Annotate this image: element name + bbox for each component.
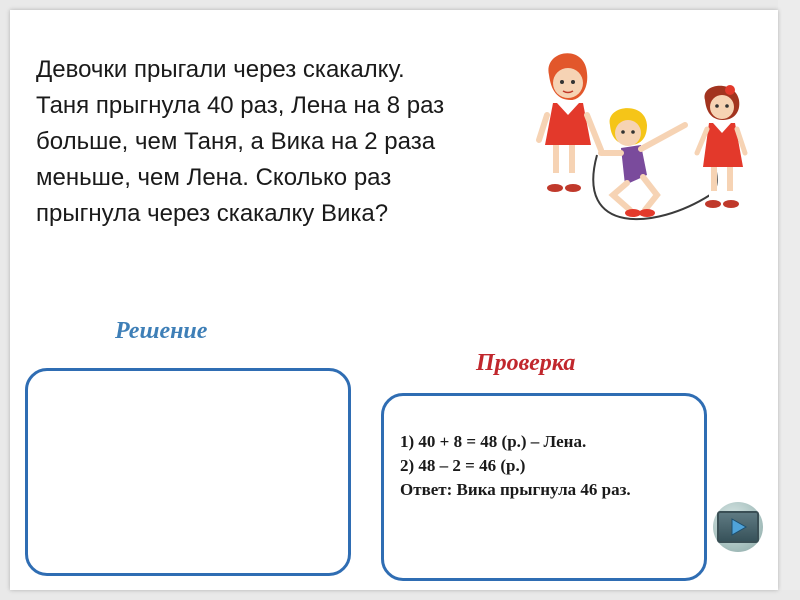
slide-frame-right [778,0,800,600]
problem-text [36,52,526,232]
slide-frame-top [0,0,800,10]
solution-box [25,368,351,576]
problem-line: прыгнула через скакалку Вика? [36,200,389,227]
right-girl-figure [697,85,745,208]
check-heading: Проверка [476,350,576,376]
problem-line: больше, чем Таня, а Вика на 2 раза [36,128,436,155]
check-line: 2) 48 – 2 = 46 (р.) [400,456,526,475]
next-slide-button[interactable] [713,502,763,552]
problem-line: меньше, чем Лена. Сколько раз [36,164,392,191]
check-answer: Ответ: Вика прыгнула 46 раз. [400,480,631,499]
girls-jumping-rope-illustration [535,45,765,245]
left-girl-figure [539,53,601,192]
slide-frame-bottom [0,590,800,600]
check-line: 1) 40 + 8 = 48 (р.) – Лена. [400,432,587,451]
problem-line: Таня прыгнула 40 раз, Лена на 8 раз [36,92,445,119]
slide-frame-left [0,0,10,600]
problem-line: Девочки прыгали через скакалку. [36,56,405,83]
middle-girl-figure [601,108,685,217]
check-box [381,393,707,581]
play-next-icon [717,511,759,543]
solution-heading: Решение [115,318,208,344]
